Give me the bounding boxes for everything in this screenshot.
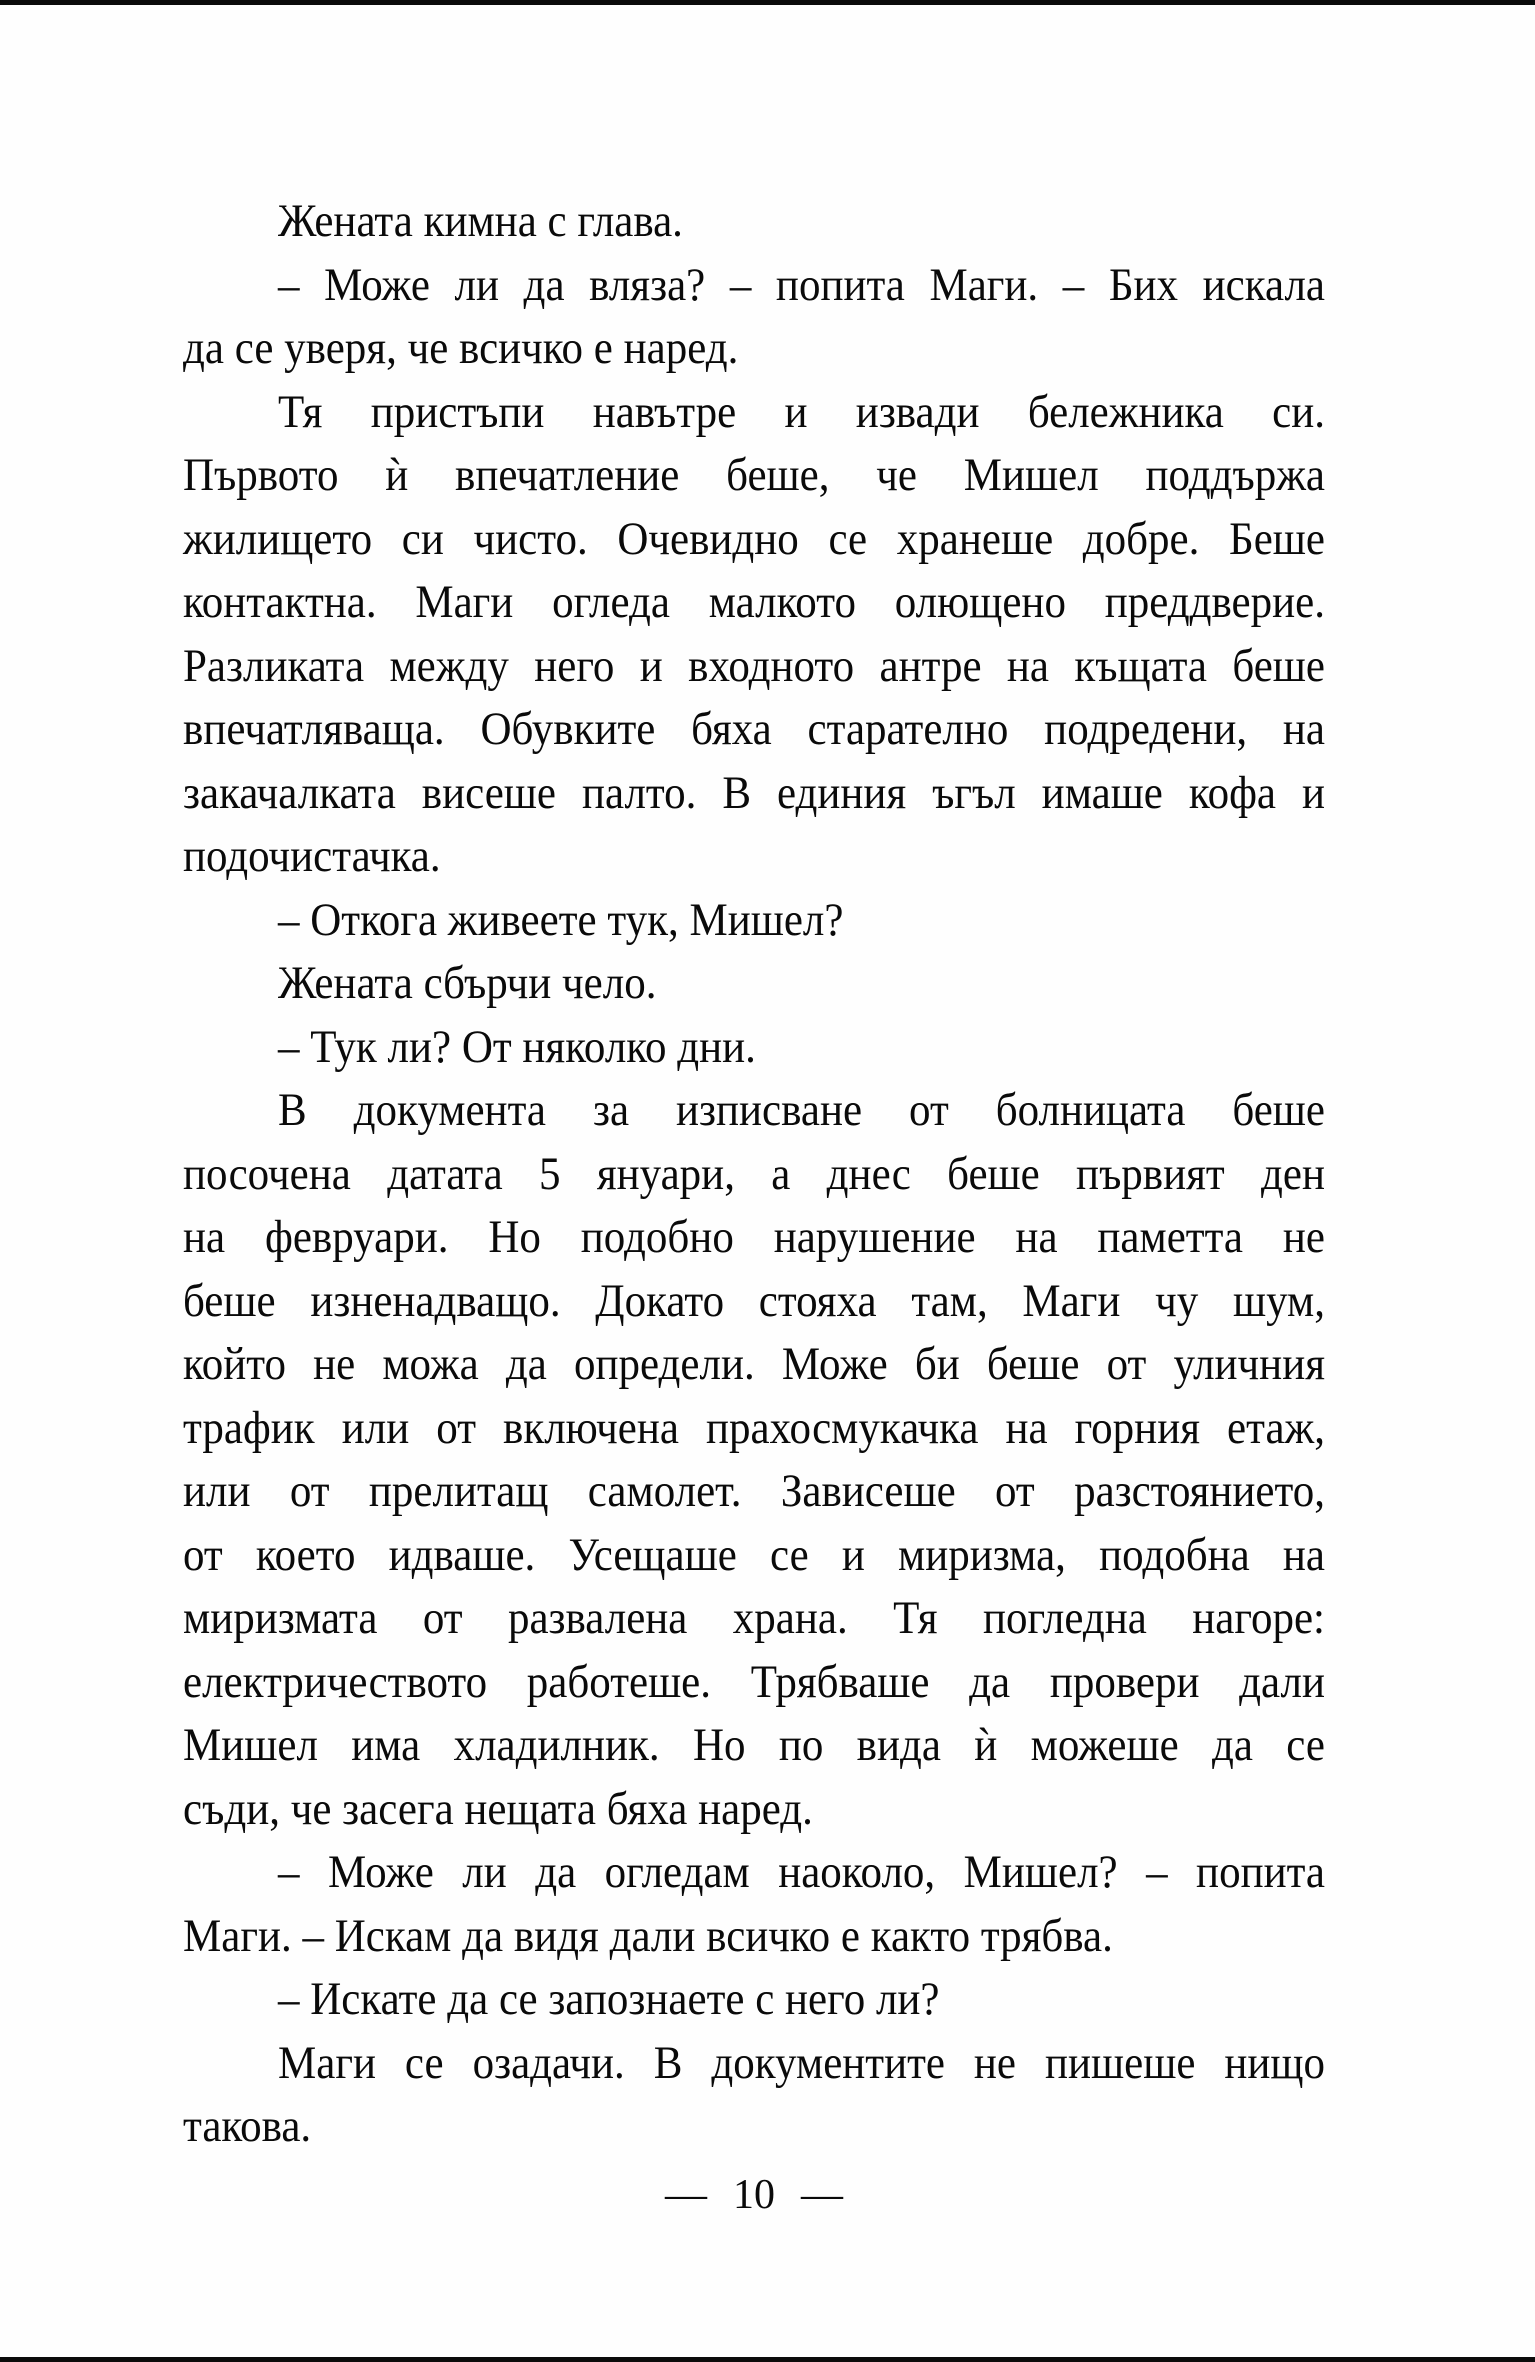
text-line: закачалката висеше палто. В единия ъгъл имаше кофа и	[183, 767, 1325, 819]
text-line: съди, че засега нещата бяха наред.	[183, 1783, 813, 1835]
text-line: – Може ли да вляза? – попита Маги. – Бих искала	[278, 259, 1325, 311]
footer-dash-left: —	[665, 2172, 707, 2218]
text-line: или от прелитащ самолет. Зависеше от разстоянието,	[183, 1466, 1325, 1517]
text-block	[183, 190, 1325, 2159]
text-line: от което идваше. Усещаше се и миризма, подобна на	[183, 1529, 1325, 1581]
text-line: Маги. – Искам да видя дали всичко е както трябва.	[183, 1910, 1113, 1962]
text-line: жилището си чисто. Очевидно се хранеше добре. Беше	[183, 513, 1325, 565]
page-footer	[183, 2162, 1325, 2228]
text-line: трафик или от включена прахосмукачка на горния етаж,	[183, 1402, 1325, 1454]
text-line: на февруари. Но подобно нарушение на паметта не	[183, 1212, 1325, 1263]
text-line: Тя пристъпи навътре и извади бележника си.	[278, 386, 1325, 438]
text-line: такова.	[183, 2101, 312, 2152]
text-line: да се уверя, че всичко е наред.	[183, 323, 739, 374]
text-line: Жената кимна с глава.	[278, 196, 683, 247]
scan-edge-bottom	[0, 2357, 1535, 2362]
paragraph-8	[183, 1841, 1325, 1968]
text-line: посочена датата 5 януари, а днес беше първият ден	[183, 1148, 1325, 1200]
text-line: контактна. Маги огледа малкото олющено преддверие.	[183, 577, 1325, 628]
text-line: беше изненадващо. Докато стояха там, Маги чу шум,	[183, 1275, 1325, 1327]
paragraph-1	[183, 190, 1325, 254]
text-line: електричеството работеше. Трябваше да провери дали	[183, 1656, 1325, 1708]
text-line: който не можа да определи. Може би беше от уличния	[183, 1339, 1325, 1390]
paragraph-7	[183, 1079, 1325, 1841]
text-line: В документа за изписване от болницата беше	[278, 1085, 1325, 1136]
paragraph-2	[183, 254, 1325, 381]
scan-edge-top	[0, 0, 1535, 5]
paragraph-6	[183, 1016, 1325, 1080]
text-line: – Тук ли? От няколко дни.	[278, 1021, 756, 1073]
footer-dash-right: —	[801, 2172, 843, 2218]
text-line: Жената сбърчи чело.	[278, 958, 657, 1009]
text-line: – Откога живеете тук, Мишел?	[278, 894, 844, 946]
text-line: – Може ли да огледам наоколо, Мишел? – попита	[278, 1847, 1325, 1898]
text-line: подочистачка.	[183, 831, 441, 882]
text-line: – Искате да се запознаете с него ли?	[278, 1974, 940, 2025]
paragraph-3	[183, 381, 1325, 889]
text-line: Маги се озадачи. В документите не пишеше нищо	[278, 2037, 1325, 2089]
text-line: Разликата между него и входното антре на къщата беше	[183, 640, 1325, 692]
text-line: Първото ѝ впечатление беше, че Мишел поддържа	[183, 450, 1325, 501]
text-line: впечатляваща. Обувките бяха старателно подредени, на	[183, 704, 1325, 755]
paragraph-9	[183, 1968, 1325, 2032]
page-number: 10	[733, 2172, 775, 2218]
text-line: миризмата от развалена храна. Тя погледна нагоре:	[183, 1593, 1325, 1644]
paragraph-10	[183, 2032, 1325, 2159]
paragraph-5	[183, 952, 1325, 1016]
text-line: Мишел има хладилник. Но по вида ѝ можеше да се	[183, 1720, 1325, 1771]
paragraph-4	[183, 889, 1325, 953]
